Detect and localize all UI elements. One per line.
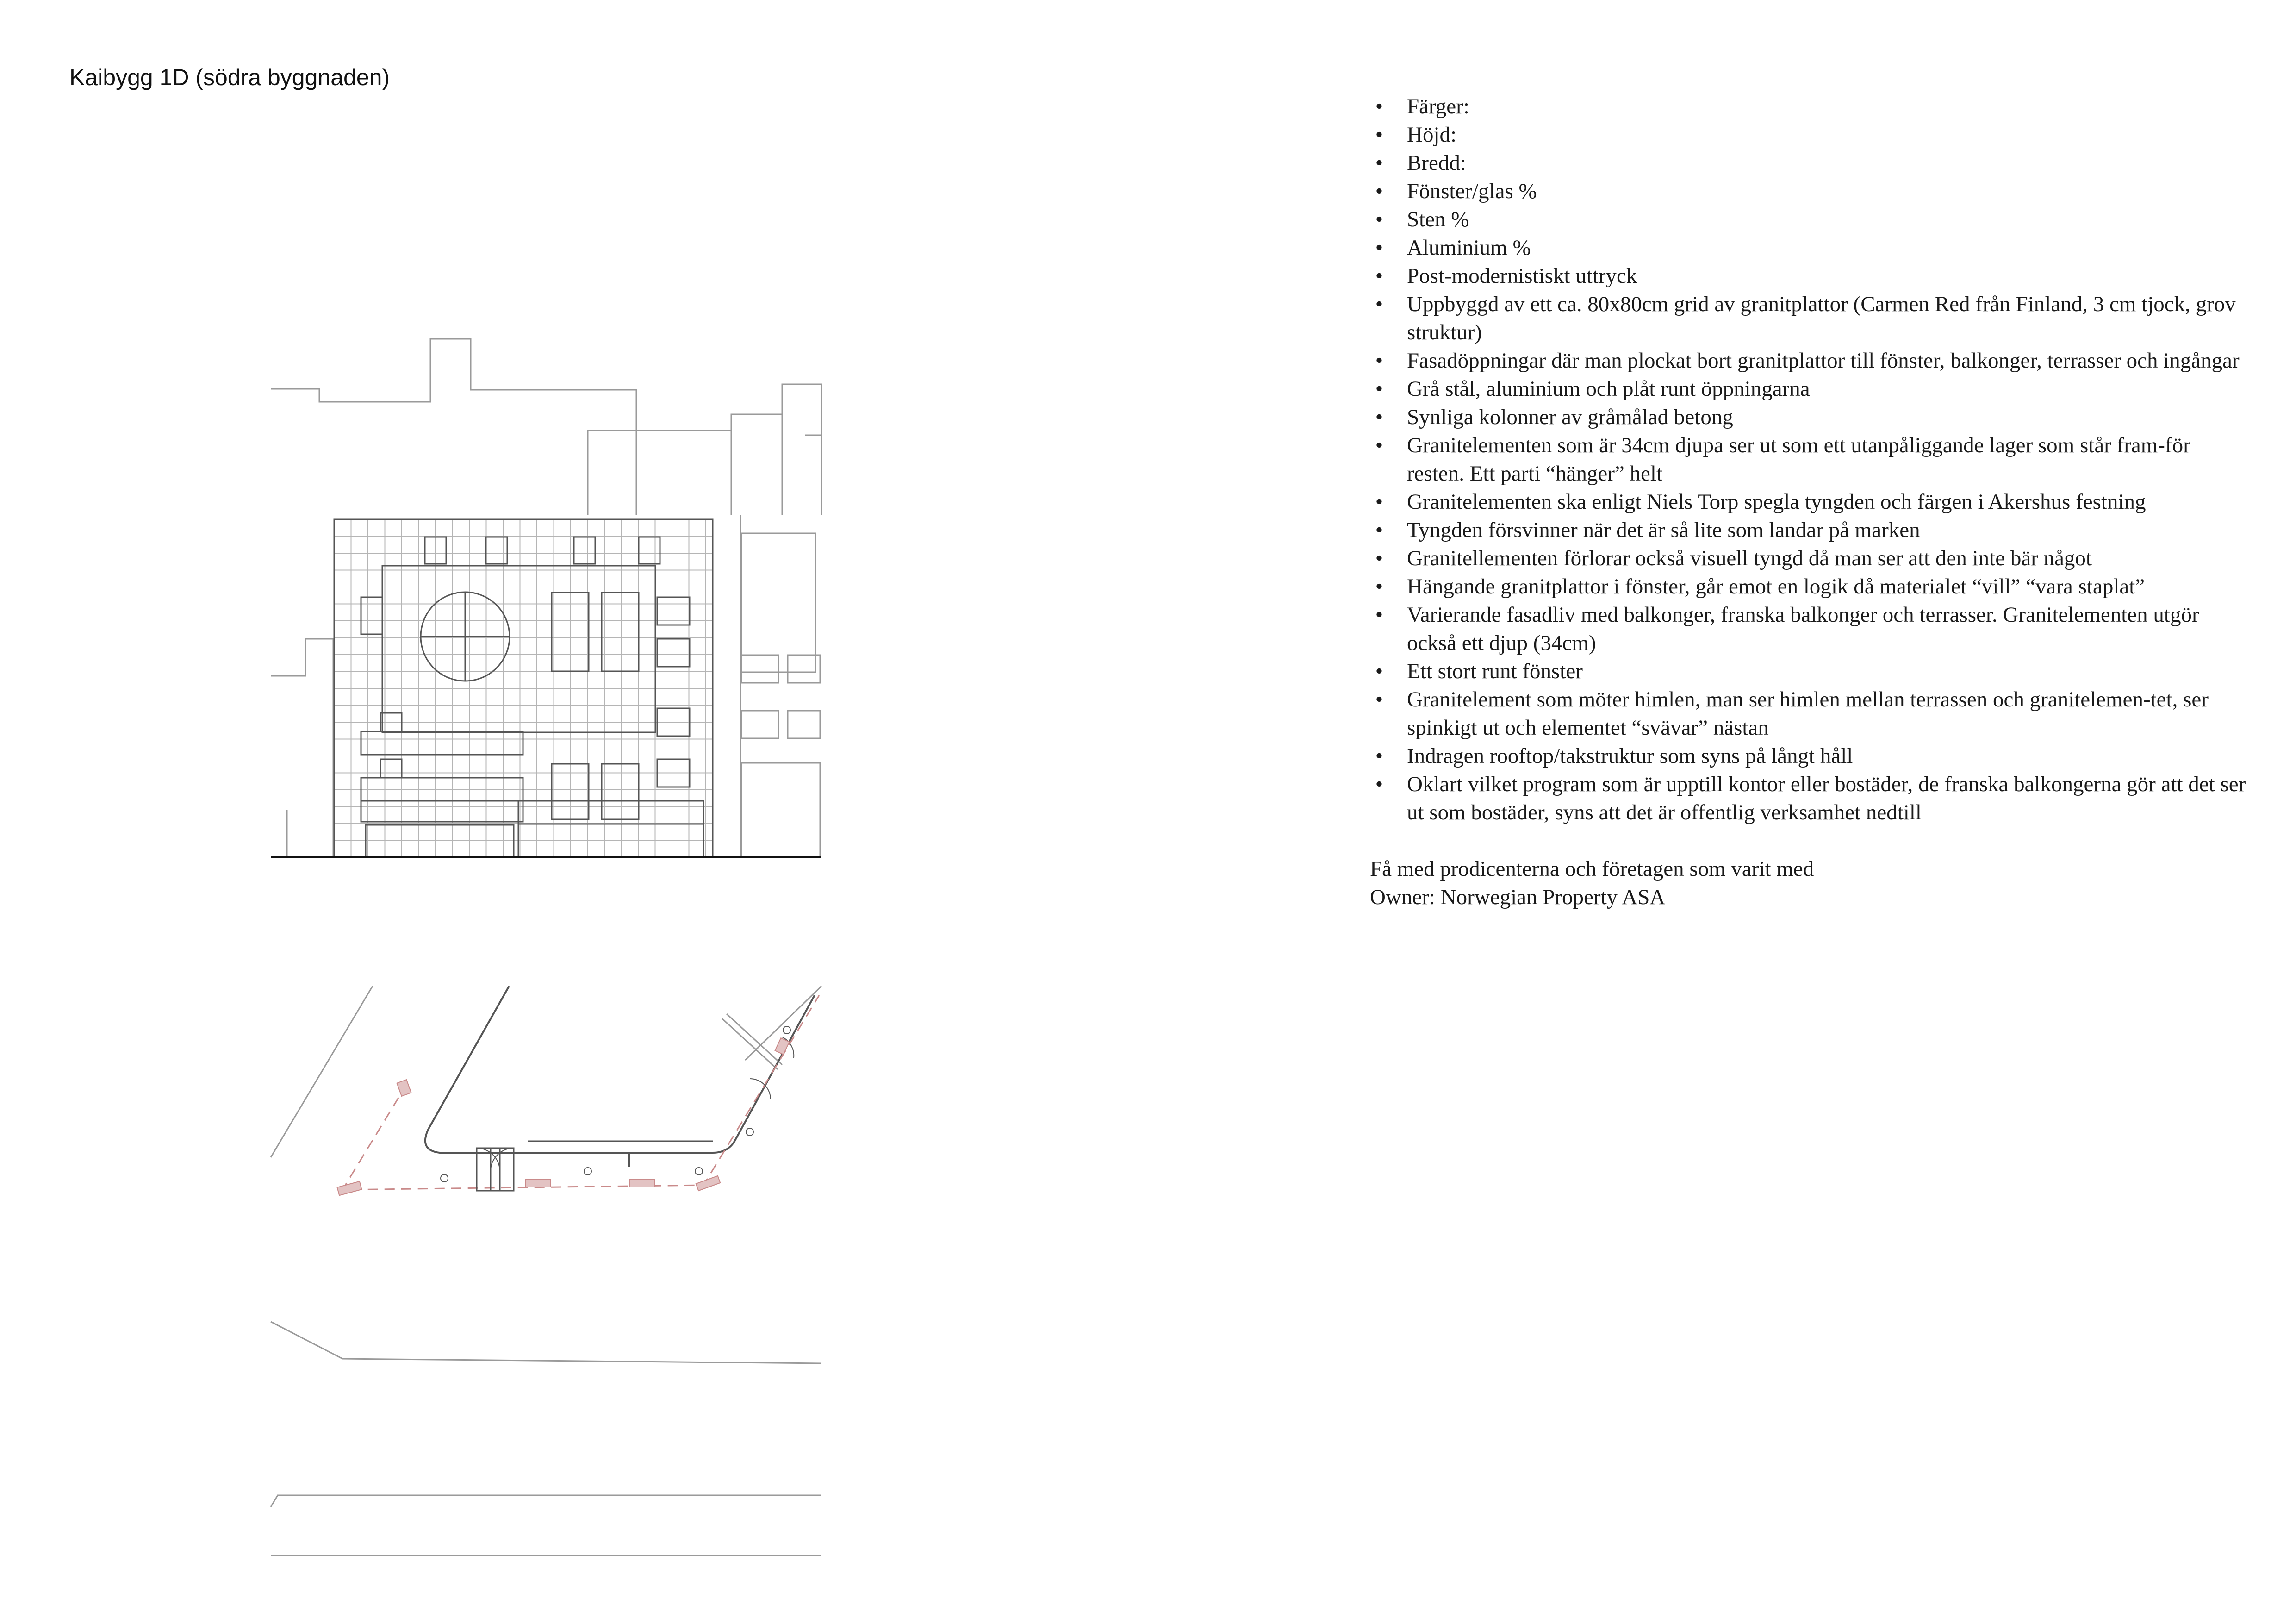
note-text: Sten % [1407,207,1469,231]
note-item [1370,516,2249,544]
note-item [1370,431,2249,488]
bullet-icon: • [1375,264,1383,288]
note-text: Uppbyggd av ett ca. 80x80cm grid av granitplattor (Carmen Red från Finland, 3 cm tjock, grov struktur) [1407,292,2236,344]
note-text: Aluminium % [1407,236,1531,260]
note-item [1370,770,2249,827]
bullet-icon: • [1375,546,1383,570]
owner-line: Owner: Norwegian Property ASA [1370,885,1666,909]
note-text: Granitelementen som är 34cm djupa ser ut som ett utanpåliggande lager som står fram-för resten. Ett parti “hänger” helt [1407,433,2190,486]
bullet-icon: • [1375,151,1383,175]
note-text: Tyngden försvinner när det är så lite som landar på marken [1407,518,1920,542]
bullet-icon: • [1375,405,1383,429]
bullet-icon: • [1375,123,1383,147]
note-text: Indragen rooftop/takstruktur som syns på långt håll [1407,744,1853,768]
note-text: Hängande granitplattor i fönster, går emot en logik då materialet “vill” “vara staplat” [1407,575,2145,599]
street-lines [271,1322,821,1555]
plot-boundary [342,995,819,1190]
note-text: Fönster/glas % [1407,179,1537,203]
page-title: Kaibygg 1D (södra byggnaden) [69,64,390,90]
bullet-icon: • [1375,659,1383,683]
note-item [1370,149,2249,177]
note-text: Varierande fasadliv med balkonger, franska balkonger och terrasser. Granitelementen utgör också ett djup (34cm) [1407,603,2199,655]
note-text: Post-modernistiskt uttryck [1407,264,1637,288]
note-text: Grå stål, aluminium och plåt runt öppningarna [1407,377,1810,401]
note-text: Fasadöppningar där man plockat bort granitplattor till fönster, balkonger, terrasser och ingångar [1407,349,2240,373]
note-text: Ett stort runt fönster [1407,659,1583,683]
note-text: Oklart vilket program som är upptill kontor eller bostäder, de franska balkongerna gör att det ser ut som bostäder, syns att det är offentlig verksamhet nedtill [1407,772,2246,824]
neighbouring-buildings [271,339,821,856]
building-footprint [425,986,815,1153]
note-item [1370,177,2249,206]
note-text: Höjd: [1407,123,1457,147]
note-item [1370,262,2249,290]
bullet-icon: • [1375,179,1383,203]
bullet-icon: • [1375,687,1383,712]
bullet-icon: • [1375,433,1383,457]
note-text: Granitellementen förlorar också visuell tyngd då man ser att den inte bär något [1407,546,2092,570]
bullet-icon: • [1375,292,1383,316]
note-item [1370,657,2249,686]
note-item [1370,403,2249,431]
bullet-icon: • [1375,377,1383,401]
note-text: Synliga kolonner av gråmålad betong [1407,405,1733,429]
note-item [1370,234,2249,262]
bullet-icon: • [1375,744,1383,768]
note-item [1370,347,2249,375]
note-item [1370,488,2249,516]
note-text: Färger: [1407,94,1469,119]
note-text: Bredd: [1407,151,1466,175]
bullet-icon: • [1375,518,1383,542]
footer-note: Få med prodicenterna och företagen som varit med [1370,857,1814,881]
note-item [1370,742,2249,770]
note-item [1370,544,2249,573]
facade-notes [1370,93,2249,912]
note-item [1370,375,2249,403]
note-text: Granitelement som möter himlen, man ser himlen mellan terrassen och granitelemen-tet, ser spinkigt ut och elementet “svävar” nästan [1407,687,2209,740]
bullet-icon: • [1375,207,1383,231]
bullet-icon: • [1375,236,1383,260]
note-item [1370,686,2249,742]
bullet-icon: • [1375,603,1383,627]
note-item [1370,93,2249,121]
facade-elevation [271,339,821,857]
note-item [1370,601,2249,657]
bullet-icon: • [1375,575,1383,599]
notes-list [1370,93,2249,827]
bullet-icon: • [1375,94,1383,119]
site-plan [271,986,821,1195]
bullet-icon: • [1375,490,1383,514]
note-item [1370,121,2249,149]
note-item [1370,290,2249,347]
bullet-icon: • [1375,772,1383,796]
bullet-icon: • [1375,349,1383,373]
note-item [1370,573,2249,601]
note-text: Granitelementen ska enligt Niels Torp spegla tyngden och färgen i Akershus festning [1407,490,2146,514]
note-item [1370,206,2249,234]
